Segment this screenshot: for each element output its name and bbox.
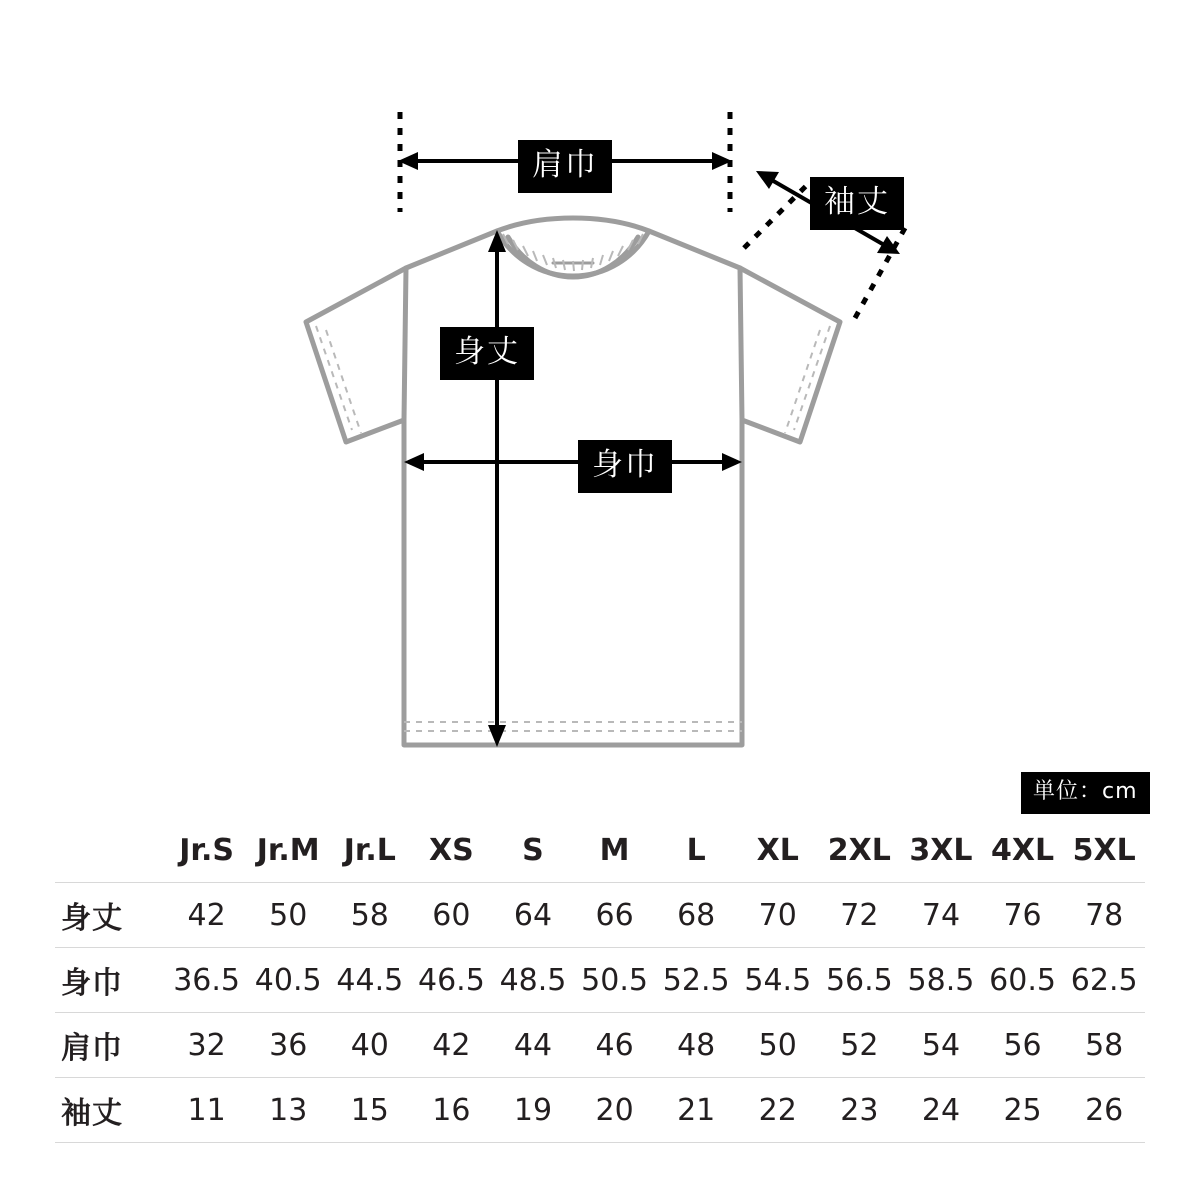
cell-measurement: 70 [737, 883, 819, 948]
row-header-body-width: 身巾 [55, 948, 166, 1013]
cell-measurement: 54.5 [737, 948, 819, 1013]
column-header-size: Jr.M [247, 818, 329, 883]
cell-measurement: 24 [900, 1078, 982, 1143]
cell-measurement: 52 [819, 1013, 901, 1078]
cell-measurement: 56.5 [819, 948, 901, 1013]
table-row [55, 1013, 1145, 1078]
table-header-row [55, 818, 1145, 883]
column-header-size: XL [737, 818, 819, 883]
cell-measurement: 50 [737, 1013, 819, 1078]
cell-measurement: 32 [166, 1013, 248, 1078]
cell-measurement: 23 [819, 1078, 901, 1143]
row-header-sleeve-length: 袖丈 [55, 1078, 166, 1143]
cell-measurement: 46 [574, 1013, 656, 1078]
cell-measurement: 15 [329, 1078, 411, 1143]
table-row [55, 948, 1145, 1013]
cell-measurement: 48 [655, 1013, 737, 1078]
cell-measurement: 42 [411, 1013, 493, 1078]
table-body [55, 883, 1145, 1143]
table-row [55, 1078, 1145, 1143]
cell-measurement: 74 [900, 883, 982, 948]
cell-measurement: 58.5 [900, 948, 982, 1013]
cell-measurement: 52.5 [655, 948, 737, 1013]
cell-measurement: 44 [492, 1013, 574, 1078]
cell-measurement: 25 [982, 1078, 1064, 1143]
cell-measurement: 21 [655, 1078, 737, 1143]
column-header-size: 2XL [819, 818, 901, 883]
table-header [55, 818, 1145, 883]
cell-measurement: 42 [166, 883, 248, 948]
cell-measurement: 40.5 [247, 948, 329, 1013]
cell-measurement: 62.5 [1063, 948, 1145, 1013]
row-header-shoulder-width: 肩巾 [55, 1013, 166, 1078]
cell-measurement: 54 [900, 1013, 982, 1078]
cell-measurement: 36 [247, 1013, 329, 1078]
column-header-size: S [492, 818, 574, 883]
cell-measurement: 16 [411, 1078, 493, 1143]
cell-measurement: 48.5 [492, 948, 574, 1013]
cell-measurement: 46.5 [411, 948, 493, 1013]
cell-measurement: 19 [492, 1078, 574, 1143]
cell-measurement: 22 [737, 1078, 819, 1143]
label-body-length: 身丈 [440, 327, 534, 380]
cell-measurement: 66 [574, 883, 656, 948]
column-header-size: 4XL [982, 818, 1064, 883]
column-header-size: 5XL [1063, 818, 1145, 883]
column-header-size: 3XL [900, 818, 982, 883]
label-shoulder-width: 肩巾 [518, 140, 612, 193]
cell-measurement: 26 [1063, 1078, 1145, 1143]
column-header-size: L [655, 818, 737, 883]
column-header-size: XS [411, 818, 493, 883]
cell-measurement: 58 [329, 883, 411, 948]
cell-measurement: 76 [982, 883, 1064, 948]
cell-measurement: 68 [655, 883, 737, 948]
cell-measurement: 78 [1063, 883, 1145, 948]
cell-measurement: 40 [329, 1013, 411, 1078]
table-row [55, 883, 1145, 948]
label-sleeve-length: 袖丈 [810, 177, 904, 230]
cell-measurement: 13 [247, 1078, 329, 1143]
column-header-size: M [574, 818, 656, 883]
cell-measurement: 64 [492, 883, 574, 948]
size-chart-table [55, 818, 1145, 1143]
cell-measurement: 50.5 [574, 948, 656, 1013]
cell-measurement: 36.5 [166, 948, 248, 1013]
cell-measurement: 50 [247, 883, 329, 948]
cell-measurement: 60.5 [982, 948, 1064, 1013]
label-body-width: 身巾 [578, 440, 672, 493]
column-header-size: Jr.S [166, 818, 248, 883]
cell-measurement: 11 [166, 1078, 248, 1143]
cell-measurement: 60 [411, 883, 493, 948]
table-corner-cell [55, 818, 166, 883]
cell-measurement: 20 [574, 1078, 656, 1143]
unit-badge: 単位：cm [1021, 772, 1150, 814]
row-header-body-length: 身丈 [55, 883, 166, 948]
cell-measurement: 72 [819, 883, 901, 948]
cell-measurement: 56 [982, 1013, 1064, 1078]
cell-measurement: 58 [1063, 1013, 1145, 1078]
column-header-size: Jr.L [329, 818, 411, 883]
cell-measurement: 44.5 [329, 948, 411, 1013]
